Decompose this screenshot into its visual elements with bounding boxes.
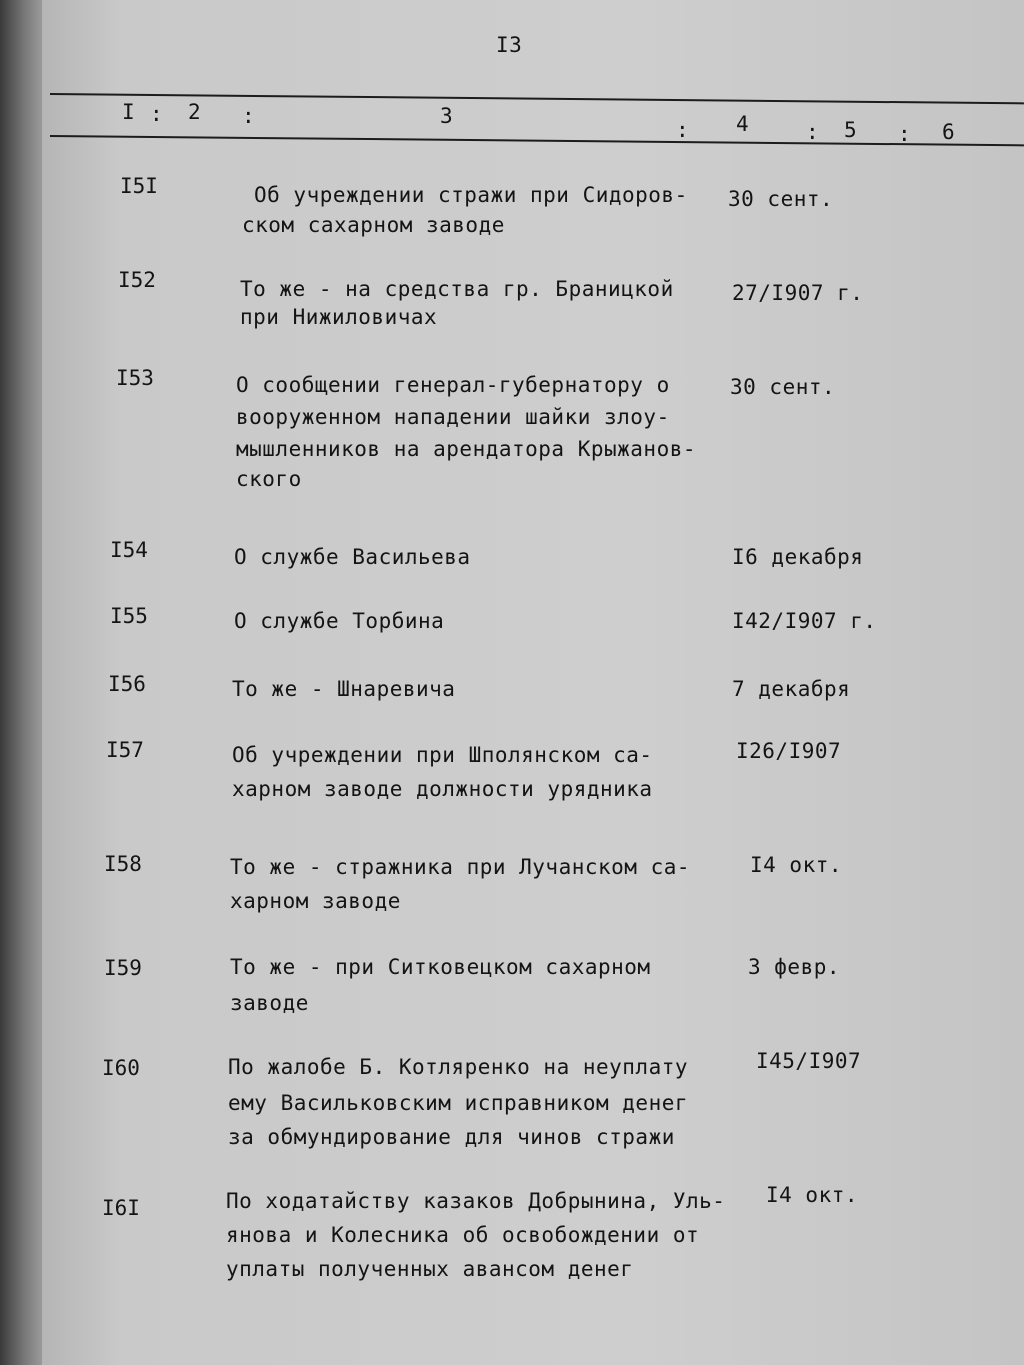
entry-date: I45/I907 <box>756 1049 862 1073</box>
page-number: I3 <box>496 33 523 57</box>
entry-date: 30 сент. <box>730 375 836 399</box>
entry-date: I4 окт. <box>750 853 843 877</box>
entry-title-line: О службе Торбина <box>234 609 445 633</box>
entry-title-line: По жалобе Б. Котляренко на неуплату <box>228 1055 689 1079</box>
entry-number: I58 <box>104 852 142 876</box>
entry-number: I54 <box>110 538 148 562</box>
entry-title-line: Об учреждении стражи при Сидоров- <box>254 183 688 207</box>
entry-date: 27/I907 г. <box>732 281 864 305</box>
entry-title-line: уплаты полученных авансом денег <box>226 1257 634 1281</box>
entry-date: I42/I907 г. <box>732 609 877 633</box>
entry-date: 3 февр. <box>748 955 841 979</box>
header-sep-4: : <box>806 120 819 144</box>
entry-title-line: О службе Васильева <box>234 545 471 569</box>
entry-title-line: То же - при Ситковецком сахарном <box>230 955 651 979</box>
entry-number: I56 <box>108 672 146 696</box>
entry-date: I4 окт. <box>766 1183 859 1207</box>
entry-title-line: заводе <box>230 991 309 1015</box>
entry-title-line: По ходатайству казаков Добрынина, Уль- <box>226 1189 726 1213</box>
header-sep-5: : <box>898 122 911 146</box>
entry-title-line: То же - на средства гр. Браницкой <box>240 277 674 301</box>
entry-date: I6 декабря <box>732 545 864 569</box>
header-col-1: I <box>122 100 135 124</box>
header-col-4: 4 <box>736 112 749 136</box>
entry-title-line: янова и Колесника об освобождении от <box>226 1223 700 1247</box>
entry-title-line: ского <box>236 467 302 491</box>
entry-title-line: То же - стражника при Лучанском са- <box>230 855 691 879</box>
entry-title-line: Об учреждении при Шполянском са- <box>232 743 653 767</box>
entry-number: I5I <box>120 174 158 198</box>
entry-title-line: ему Васильковским исправником денег <box>228 1091 689 1115</box>
entry-number: I6I <box>102 1196 140 1220</box>
header-col-3: 3 <box>440 104 453 128</box>
entry-number: I52 <box>118 268 156 292</box>
header-col-2: 2 <box>188 100 201 124</box>
page-gutter <box>0 0 42 1365</box>
entry-title-line: харном заводе должности урядника <box>232 777 653 801</box>
header-sep-1: : <box>150 102 163 126</box>
entry-date: I26/I907 <box>736 739 842 763</box>
entry-number: I53 <box>116 366 154 390</box>
entry-date: 7 декабря <box>732 677 851 701</box>
entry-number: I60 <box>102 1056 140 1080</box>
entry-date: 30 сент. <box>728 187 834 211</box>
entry-number: I57 <box>106 738 144 762</box>
header-col-6: 6 <box>942 120 955 144</box>
header-sep-3: : <box>676 118 689 142</box>
header-col-5: 5 <box>844 118 857 142</box>
entry-title-line: То же - Шнаревича <box>232 677 456 701</box>
entry-title-line: мышленников на арендатора Крыжанов- <box>236 437 697 461</box>
header-bottom-rule <box>50 135 1024 146</box>
entry-title-line: вооруженном нападении шайки злоу- <box>236 405 670 429</box>
entry-number: I59 <box>104 956 142 980</box>
document-page <box>42 0 1024 1365</box>
entry-number: I55 <box>110 604 148 628</box>
entry-title-line: за обмундирование для чинов стражи <box>228 1125 675 1149</box>
header-sep-2: : <box>242 104 255 128</box>
entry-title-line: харном заводе <box>230 889 401 913</box>
entry-title-line: О сообщении генерал-губернатору о <box>236 373 670 397</box>
entry-title-line: ском сахарном заводе <box>242 213 505 237</box>
entry-title-line: при Нижиловичах <box>240 305 438 329</box>
